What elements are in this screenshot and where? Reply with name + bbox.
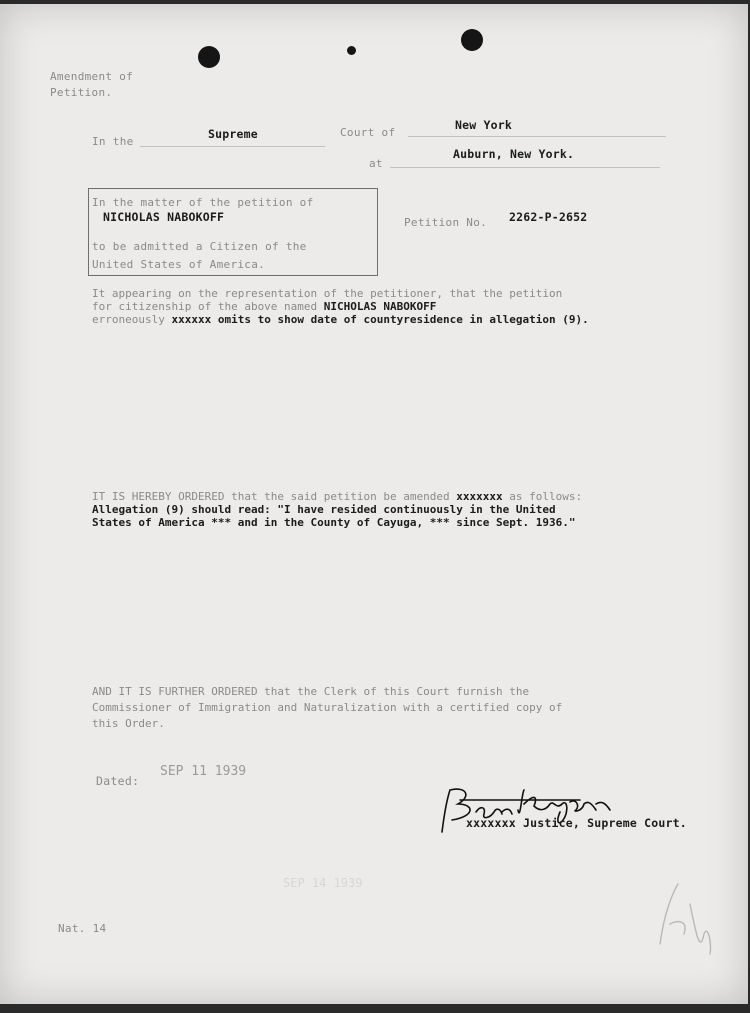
at-label: at xyxy=(369,157,383,170)
court-of-label: Court of xyxy=(340,126,396,139)
representation-line-3 xyxy=(92,313,589,326)
matter-line-4: United States of America. xyxy=(92,258,266,271)
court-state: New York xyxy=(455,118,512,132)
form-number: Nat. 14 xyxy=(58,922,107,935)
signature-line xyxy=(466,816,687,830)
order-struck-out: xxxxxxx xyxy=(456,490,503,503)
punch-hole-right xyxy=(461,29,483,51)
location-underline xyxy=(390,167,660,168)
order-residence-line: States of America *** and in the County of Cayuga, *** since Sept. 1936." xyxy=(92,516,576,529)
dated-stamp: SEP 11 1939 xyxy=(160,764,247,779)
representation-line-2-pre: for citizenship of the above named xyxy=(92,300,318,313)
received-stamp: SEP 14 1939 xyxy=(283,876,363,890)
punch-mark-center xyxy=(347,46,356,55)
petition-no-label: Petition No. xyxy=(404,216,488,229)
court-location: Auburn, New York. xyxy=(453,147,575,161)
representation-line-2 xyxy=(92,300,589,313)
matter-line-3: to be admitted a Citizen of the xyxy=(92,240,307,253)
court-name-underline xyxy=(140,146,325,147)
doc-title-line2: Petition. xyxy=(50,86,113,99)
state-underline xyxy=(408,136,666,137)
document-page xyxy=(0,4,748,1004)
struck-out-text: xxxxxx xyxy=(171,313,212,326)
order-line-1-pre: IT IS HEREBY ORDERED that the said petition be amended xyxy=(92,490,450,503)
representation-paragraph xyxy=(92,287,589,326)
dated-label: Dated: xyxy=(96,774,140,788)
representation-omission: omits to show date of countyresidence in allegation (9). xyxy=(217,313,589,326)
order-allegation-line: Allegation (9) should read: "I have resided continuously in the United xyxy=(92,503,556,516)
representation-petitioner-name: NICHOLAS NABOKOFF xyxy=(323,300,437,313)
order-line-1 xyxy=(92,490,582,503)
court-name: Supreme xyxy=(208,127,258,141)
handwritten-initials xyxy=(650,874,720,964)
further-order-line-1: AND IT IS FURTHER ORDERED that the Clerk of this Court furnish the xyxy=(92,685,530,698)
further-order-line-3: this Order. xyxy=(92,717,165,730)
representation-line-3-pre: erroneously xyxy=(92,313,165,326)
further-order-line-2: Commissioner of Immigration and Naturalization with a certified copy of xyxy=(92,701,563,714)
punch-hole-left xyxy=(198,46,220,68)
justice-title: Justice, Supreme Court. xyxy=(523,816,687,830)
matter-line-1: In the matter of the petition of xyxy=(92,196,314,209)
in-the-label: In the xyxy=(92,135,134,148)
representation-line-1: It appearing on the representation of the petitioner, that the petition xyxy=(92,287,563,300)
further-order-paragraph xyxy=(92,684,562,732)
petitioner-name: NICHOLAS NABOKOFF xyxy=(103,210,225,224)
petition-number: 2262-P-2652 xyxy=(509,210,588,224)
order-line-1-post: as follows: xyxy=(509,490,583,503)
signature-struck-out: xxxxxxx xyxy=(466,816,516,830)
doc-title-line1: Amendment of xyxy=(50,70,134,83)
order-paragraph xyxy=(92,490,582,529)
